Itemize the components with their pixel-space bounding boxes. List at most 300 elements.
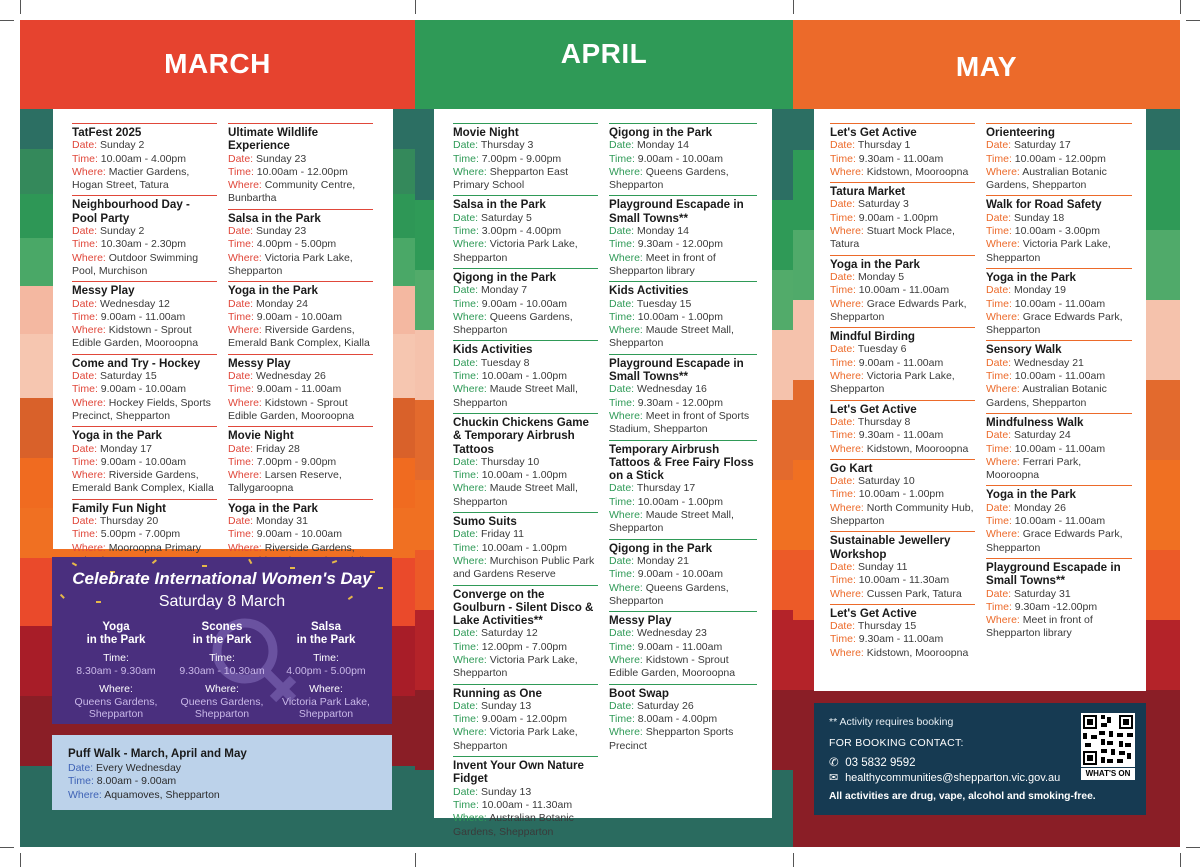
time-value: 9.00am - 10.00am: [481, 297, 568, 310]
event-where: [830, 443, 975, 456]
where-label: Where:: [309, 683, 343, 695]
event-item: [453, 340, 598, 412]
event-time: [228, 238, 373, 251]
crop-mark: [1186, 847, 1200, 848]
event-date: [453, 212, 598, 225]
time-value: 9.30am - 10.30am: [179, 664, 265, 677]
event-time: [453, 225, 598, 238]
where-value: Queens Gardens,: [180, 695, 264, 708]
event-date: [72, 515, 217, 528]
event-item: [453, 123, 598, 195]
date-value: Saturday 10: [858, 475, 915, 488]
where-label: Where:: [609, 726, 643, 739]
where-value: Shepparton: [194, 708, 250, 720]
event-where: [986, 456, 1132, 483]
crop-mark: [1180, 0, 1181, 14]
event-time: [609, 568, 757, 581]
event-title: Qigong in the Park: [609, 126, 713, 139]
event-where: [609, 509, 757, 536]
where-value: Queens Gardens, Shepparton: [609, 581, 729, 607]
time-value: 12.00pm - 7.00pm: [481, 640, 568, 653]
where-label: Where:: [453, 310, 487, 323]
time-label: Time:: [313, 652, 339, 664]
event-date: [228, 153, 373, 166]
event-title: Salsa in the Park: [228, 211, 321, 225]
event-title: Movie Night: [453, 126, 519, 139]
event-title: Family Fun Night: [72, 501, 167, 515]
time-label: Time:: [72, 152, 98, 165]
may-column-2: [986, 123, 1132, 644]
where-value: Kidstown, Mooroopna: [866, 442, 969, 455]
event-where: [453, 238, 598, 265]
time-label: Time:: [830, 284, 856, 297]
time-value: 10.00am - 11.00am: [1014, 297, 1106, 310]
time-value: 9.30am - 12.00pm: [637, 396, 724, 409]
date-label: Date:: [228, 225, 254, 238]
date-label: Date:: [986, 587, 1012, 600]
where-label: Where:: [205, 683, 239, 695]
item-name: Salsa: [310, 621, 342, 633]
where-label: Where:: [830, 646, 864, 659]
crop-mark: [415, 853, 416, 867]
time-label: Time:: [72, 528, 98, 541]
time-label: Time:: [453, 152, 479, 165]
where-label: Where:: [609, 509, 643, 522]
event-item: [830, 123, 975, 182]
date-value: Saturday 3: [858, 198, 909, 211]
item-name: Scones: [201, 621, 243, 633]
event-time: [72, 238, 217, 251]
time-value: 10.00am - 12.00pm: [256, 165, 348, 178]
event-where: [609, 166, 757, 193]
april-column-1: [453, 123, 598, 842]
event-title: Converge on the Goulburn - Silent Disco & Lake Activities**: [453, 587, 594, 628]
where-value: Ferrari Park, Mooroopna: [986, 455, 1082, 482]
event-title: Yoga in the Park: [986, 488, 1076, 502]
crop-mark: [0, 20, 14, 21]
where-label: Where:: [986, 455, 1020, 468]
event-where: [986, 166, 1132, 193]
time-label: Time:: [72, 383, 98, 396]
time-value: 9.30am - 11.00am: [858, 152, 944, 165]
where-label: Where:: [72, 541, 106, 554]
where-value: Riverside Gardens, Emerald Bank Complex, Kialla: [228, 324, 370, 350]
event-date: [609, 298, 757, 311]
where-label: Where:: [453, 482, 487, 495]
event-item: [609, 354, 757, 440]
date-label: Date:: [228, 152, 254, 165]
time-value: 9.00am - 10.00am: [256, 528, 343, 541]
booking-phone[interactable]: ✆ 03 5832 9592: [829, 757, 916, 769]
where-label: Where:: [830, 442, 864, 455]
date-value: Monday 26: [1014, 501, 1066, 514]
where-value: Shepparton: [88, 708, 144, 720]
date-value: Saturday 17: [1014, 139, 1071, 152]
item-name: in the Park: [296, 633, 356, 646]
date-label: Date:: [453, 627, 479, 640]
event-where: [228, 179, 373, 206]
where-value: Murchison Public Park and Gardens Reserve: [453, 554, 595, 581]
event-date: [72, 298, 217, 311]
date-value: Saturday 12: [481, 627, 538, 640]
time-value: 10.30am - 2.30pm: [100, 238, 187, 251]
event-date: [453, 627, 598, 640]
event-time: [453, 469, 598, 482]
event-where: [228, 252, 373, 279]
where-label: Where:: [72, 396, 106, 409]
event-title: Neighbourhood Day - Pool Party: [72, 198, 190, 225]
date-label: Date:: [830, 475, 856, 488]
where-label: Where:: [453, 812, 487, 825]
time-value: 10.00am - 4.00pm: [100, 152, 187, 165]
event-item: [830, 327, 975, 399]
time-value: 10.00am - 11.00am: [1014, 515, 1106, 528]
event-date: [453, 700, 598, 713]
event-title: Let's Get Active: [830, 126, 917, 139]
event-time: [609, 397, 757, 410]
time-label: Time:: [453, 713, 479, 726]
event-item: [228, 426, 373, 498]
date-value: Monday 14: [637, 225, 689, 238]
where-label: Where:: [453, 653, 487, 666]
date-value: Tuesday 8: [480, 356, 530, 369]
time-value: 10.00am - 1.00pm: [481, 469, 568, 482]
date-label: Date:: [609, 699, 635, 712]
event-time: [72, 528, 217, 541]
event-time: [830, 429, 975, 442]
event-title: Mindful Birding: [830, 330, 916, 344]
date-value: Wednesday 12: [100, 297, 170, 310]
event-where: [986, 614, 1132, 641]
event-time: [609, 496, 757, 509]
time-label: Time:: [830, 356, 856, 369]
date-label: Date:: [228, 297, 254, 310]
where-label: Where:: [453, 554, 487, 567]
where-value: Meet in front of Shepparton library: [986, 614, 1093, 640]
event-date: [830, 198, 975, 211]
event-title: Sustainable Jewellery Workshop: [830, 534, 951, 561]
event-time: [228, 528, 373, 541]
event-where: [228, 397, 373, 424]
april-header: [415, 20, 793, 109]
event-title: Let's Get Active: [830, 606, 917, 620]
womens-day-item-scones: [166, 621, 278, 721]
event-time: [453, 298, 598, 311]
where-value: Victoria Park Lake, Shepparton: [228, 251, 353, 277]
time-value: 10.00am - 1.00pm: [637, 495, 724, 508]
where-value: Stuart Mock Place, Tatura: [830, 225, 955, 251]
time-label: Time:: [609, 495, 635, 508]
event-time: [228, 311, 373, 324]
date-label: Date:: [72, 515, 98, 528]
where-value: Larsen Reserve, Tallygaroopna: [228, 469, 342, 495]
event-where: [986, 383, 1132, 410]
booking-note: ** Activity requires booking: [829, 716, 954, 728]
event-item: [830, 400, 975, 459]
date-label: Date:: [986, 284, 1012, 297]
event-date: [986, 357, 1132, 370]
womens-day-item-salsa: [270, 621, 382, 721]
date-value: Friday 28: [256, 442, 300, 455]
event-item: [72, 354, 217, 426]
event-date: [830, 343, 975, 356]
date-value: Sunday 23: [256, 152, 307, 165]
event-date: [986, 502, 1132, 515]
where-label: Where:: [453, 165, 487, 178]
where-value: Grace Edwards Park, Shepparton: [830, 297, 967, 323]
where-label: Where:: [986, 528, 1020, 541]
event-title: Playground Escapade in Small Towns**: [986, 560, 1121, 588]
event-title: Tatura Market: [830, 185, 906, 199]
date-value: Sunday 2: [100, 225, 145, 238]
where-value: Victoria Park Lake, Shepparton: [986, 238, 1111, 264]
event-time: [830, 212, 975, 225]
where-label: Where:: [986, 238, 1020, 251]
event-item: [986, 340, 1132, 412]
date-value: Tuesday 15: [636, 297, 692, 310]
where-value: Riverside Gardens, Emerald Bank Complex, Kialla: [72, 469, 214, 495]
event-title: Running as One: [453, 686, 542, 700]
where-label: Where:: [72, 469, 106, 482]
march-header: [20, 20, 415, 109]
date-value: Sunday 11: [858, 560, 908, 573]
event-title: Orienteering: [986, 126, 1055, 139]
puff-walk-title: Puff Walk - March, April and May: [68, 747, 247, 760]
event-time: [830, 284, 975, 297]
time-value: 8.30am - 9.30am: [76, 664, 156, 677]
event-date: [228, 225, 373, 238]
time-value: 3.00pm - 4.00pm: [481, 225, 562, 238]
event-title: Messy Play: [72, 284, 135, 298]
time-value: 10.00am - 1.00pm: [481, 541, 568, 554]
event-time: [228, 166, 373, 179]
event-where: [609, 252, 757, 279]
time-label: Time:: [453, 469, 479, 482]
date-value: Thursday 10: [480, 455, 540, 468]
event-time: [453, 713, 598, 726]
phone-icon: ✆: [829, 757, 839, 769]
time-label: Time:: [609, 238, 635, 251]
date-value: Sunday 2: [100, 139, 145, 152]
where-label: Where:: [453, 383, 487, 396]
booking-email[interactable]: ✉ healthycommunities@shepparton.vic.gov.au: [829, 772, 1061, 784]
where-value: Kidstown - Sprout Edible Garden, Mooroopna: [228, 396, 355, 422]
event-where: [830, 225, 975, 252]
time-value: 5.00pm - 7.00pm: [100, 528, 181, 541]
event-date: [228, 298, 373, 311]
date-label: Date:: [830, 343, 856, 356]
date-label: Date:: [228, 442, 254, 455]
date-value: Thursday 17: [636, 482, 696, 495]
date-label: Date:: [453, 139, 479, 152]
where-value: Kidstown, Mooroopna: [866, 165, 969, 178]
date-value: Thursday 1: [857, 139, 911, 152]
date-value: Saturday 24: [1014, 429, 1071, 442]
where-value: Victoria Park Lake, Shepparton: [453, 726, 578, 752]
event-item: [986, 195, 1132, 267]
time-value: 9.00am - 11.00am: [637, 640, 723, 653]
where-label: Where:: [228, 469, 262, 482]
time-label: Time:: [228, 238, 254, 251]
where-value: Queens Gardens, Shepparton: [609, 165, 729, 192]
time-value: 9.00am - 10.00am: [256, 310, 343, 323]
event-title: Yoga in the Park: [228, 501, 318, 515]
item-name: in the Park: [86, 633, 146, 646]
where-value: Kidstown, Mooroopna: [866, 646, 969, 659]
event-date: [830, 561, 975, 574]
date-value: Saturday 26: [637, 699, 694, 712]
crop-mark: [793, 853, 794, 867]
event-where: [830, 502, 975, 529]
event-title: Temporary Airbrush Tattoos & Free Fairy Floss on a Stick: [609, 442, 754, 483]
date-label: Date:: [609, 482, 635, 495]
where-value: Maude Street Mall, Shepparton: [453, 383, 578, 409]
time-label: Time:: [609, 568, 635, 581]
event-where: [228, 469, 373, 496]
puff-walk-where: Where: Aquamoves, Shepparton: [68, 788, 220, 801]
event-date: [986, 139, 1132, 152]
puff-walk-box: [52, 735, 392, 810]
event-title: Go Kart: [830, 461, 873, 475]
where-label: Where:: [228, 179, 262, 192]
date-label: Date:: [609, 554, 635, 567]
time-value: 10.00am - 12.00pm: [1014, 152, 1106, 165]
where-label: Where:: [72, 324, 106, 337]
event-time: [72, 311, 217, 324]
date-label: Date:: [72, 297, 98, 310]
time-label: Time:: [986, 370, 1012, 383]
event-date: [830, 475, 975, 488]
time-label: Time:: [228, 383, 254, 396]
event-date: [986, 284, 1132, 297]
event-item: [72, 281, 217, 353]
event-where: [609, 582, 757, 609]
crop-mark: [793, 0, 794, 14]
event-date: [609, 383, 757, 396]
date-value: Wednesday 23: [637, 627, 707, 640]
event-date: [609, 555, 757, 568]
date-value: Sunday 13: [481, 699, 532, 712]
time-value: 10.00am - 11.30am: [481, 798, 573, 811]
crop-mark: [20, 853, 21, 867]
time-label: Time:: [453, 798, 479, 811]
event-where: [830, 588, 975, 601]
date-label: Date:: [986, 139, 1012, 152]
booking-disclaimer: All activities are drug, vape, alcohol and smoking-free.: [829, 791, 1096, 802]
where-value: Shepparton East Primary School: [453, 165, 568, 192]
event-item: [72, 195, 217, 281]
event-time: [609, 153, 757, 166]
event-time: [609, 311, 757, 324]
event-time: [986, 225, 1132, 238]
date-label: Date:: [453, 528, 479, 541]
time-value: 9.00am - 10.00am: [100, 455, 187, 468]
event-where: [830, 647, 975, 660]
where-label: Where:: [609, 251, 643, 264]
where-value: Maude Street Mall, Shepparton: [453, 482, 578, 508]
april-panel: [434, 109, 772, 838]
date-value: Thursday 15: [857, 620, 917, 633]
time-label: Time:: [830, 211, 856, 224]
event-where: [72, 166, 217, 193]
where-value: Grace Edwards Park, Shepparton: [986, 310, 1123, 337]
date-value: Saturday 15: [100, 370, 157, 383]
event-where: [72, 397, 217, 424]
date-label: Date:: [453, 211, 479, 224]
event-where: [453, 812, 598, 839]
where-label: Where:: [609, 653, 643, 666]
date-value: Wednesday 21: [1014, 356, 1084, 369]
where-label: Where:: [986, 165, 1020, 178]
date-label: Date:: [986, 356, 1012, 369]
where-value: Hockey Fields, Sports Precinct, Shepparton: [72, 396, 211, 422]
date-label: Date:: [986, 211, 1012, 224]
time-value: 9.30am - 11.00am: [858, 429, 944, 442]
event-item: [830, 255, 975, 327]
booking-box: [814, 703, 1146, 815]
march-title: MARCH: [164, 48, 271, 79]
where-label: Where:: [830, 165, 864, 178]
event-time: [986, 298, 1132, 311]
date-value: Thursday 20: [99, 515, 159, 528]
event-title: Qigong in the Park: [453, 270, 557, 284]
date-value: Monday 17: [100, 442, 152, 455]
event-title: Walk for Road Safety: [986, 198, 1102, 212]
time-label: Time:: [228, 165, 254, 178]
time-label: Time:: [830, 429, 856, 442]
where-value: Meet in front of Shepparton library: [609, 251, 716, 277]
event-where: [830, 166, 975, 179]
event-item: [609, 611, 757, 683]
date-value: Wednesday 16: [637, 383, 707, 396]
event-date: [986, 588, 1132, 601]
time-value: 10.00am - 1.00pm: [637, 310, 724, 323]
event-date: [609, 225, 757, 238]
date-value: Monday 24: [256, 297, 308, 310]
date-label: Date:: [453, 455, 479, 468]
where-value: Queens Gardens, Shepparton: [453, 310, 573, 337]
march-column-1: [72, 123, 217, 571]
event-time: [72, 153, 217, 166]
qr-code-icon[interactable]: [1081, 713, 1135, 767]
date-label: Date:: [453, 699, 479, 712]
time-label: Time:: [72, 310, 98, 323]
event-time: [228, 456, 373, 469]
where-label: Where:: [830, 297, 864, 310]
time-value: 10.00am - 11.00am: [858, 284, 950, 297]
time-value: 7.00pm - 9.00pm: [256, 455, 337, 468]
event-title: Invent Your Own Nature Fidget: [453, 759, 584, 786]
date-label: Date:: [986, 429, 1012, 442]
event-date: [453, 528, 598, 541]
puff-walk-time: Time: 8.00am - 9.00am: [68, 775, 177, 787]
time-label: Time:: [609, 640, 635, 653]
event-time: [453, 799, 598, 812]
event-where: [609, 324, 757, 351]
event-date: [609, 627, 757, 640]
time-value: 9.00am - 11.00am: [100, 310, 186, 323]
date-label: Date:: [72, 139, 98, 152]
time-label: Time:: [830, 152, 856, 165]
event-title: Come and Try - Hockey: [72, 356, 201, 370]
puff-walk-date: Date: Every Wednesday: [68, 761, 182, 774]
event-time: [228, 383, 373, 396]
date-value: Friday 11: [481, 528, 525, 541]
time-value: 9.30am - 11.00am: [858, 633, 944, 646]
event-item: [830, 459, 975, 531]
event-title: Yoga in the Park: [830, 257, 920, 271]
where-value: Maude Street Mall, Shepparton: [609, 509, 734, 535]
